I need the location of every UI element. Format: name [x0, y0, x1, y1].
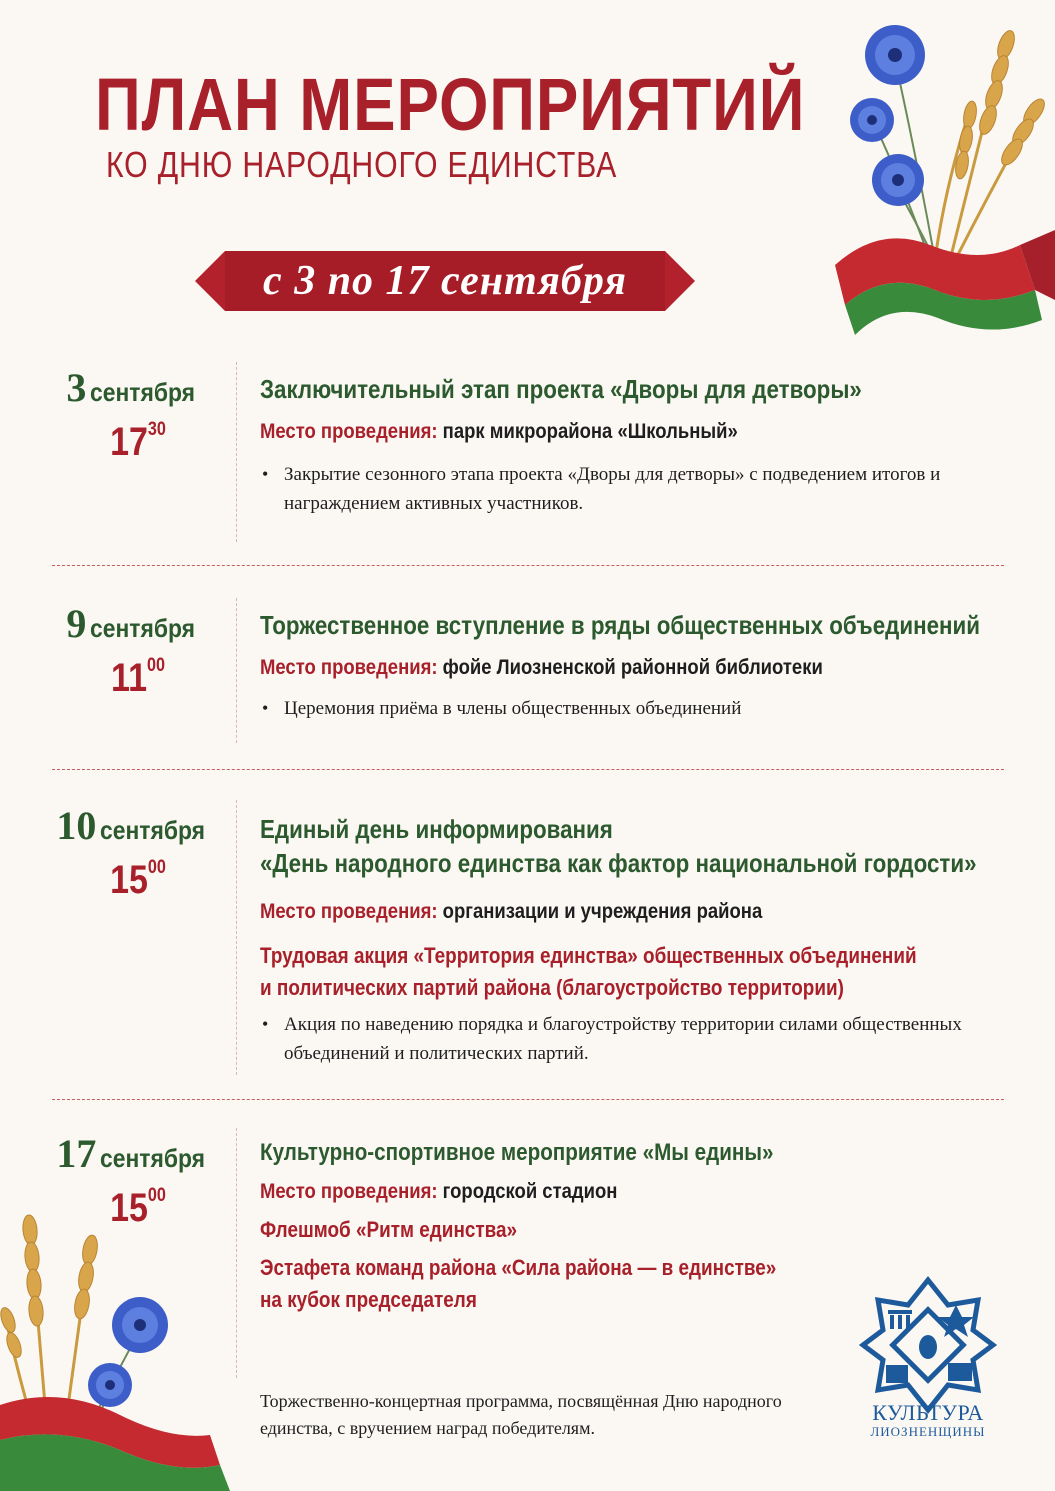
event-month: сентября: [100, 1143, 206, 1173]
divider-vertical: [236, 800, 237, 1075]
footer-note: Торжественно-концертная программа, посвящённая Дню народного единства, с вручением наград победителям.: [260, 1391, 782, 1438]
event-venue: [260, 898, 938, 926]
red-item: Трудовая акция «Территория единства» общественных объединений: [260, 943, 917, 968]
venue-label: Место проведения:: [260, 900, 438, 923]
event-title-line-2: «День народного единства как фактор национальной гордости»: [260, 848, 977, 878]
bullet-item: • Церемония приёма в члены общественных объединений: [260, 694, 1030, 723]
event-day: 17: [56, 1131, 97, 1176]
venue-value: фойе Лиозненской районной библиотеки: [442, 656, 823, 679]
venue-value: городской стадион: [442, 1180, 618, 1203]
event-title: Торжественное вступление в ряды общественных объединений: [260, 610, 981, 640]
section-separator: [52, 1099, 1004, 1100]
event-content: [260, 372, 1030, 518]
section-separator: [52, 769, 1004, 770]
event-hour: 11: [111, 656, 147, 700]
event-bullets: [260, 694, 1030, 723]
red-item: на кубок председателя: [260, 1287, 477, 1312]
event-date: [52, 365, 224, 464]
cornflower-wheat-decoration-bottom: [0, 1185, 250, 1491]
page-subtitle: КО ДНЮ НАРОДНОГО ЕДИНСТВА: [106, 144, 618, 185]
event-bullets: [260, 1010, 1030, 1068]
event-month: сентября: [90, 613, 196, 643]
bullet-item: • Закрытие сезонного этапа проекта «Дворы для детворы» с подведением итогов и награждением активных участников.: [260, 460, 1030, 518]
venue-label: Место проведения:: [260, 420, 438, 443]
event-time: [65, 419, 211, 464]
red-item: и политических партий района (благоустройство территории): [260, 975, 844, 1000]
venue-value: парк микрорайона «Школьный»: [442, 420, 738, 443]
event-day: 10: [56, 803, 97, 848]
divider-vertical: [236, 598, 237, 743]
event-content: [260, 608, 1030, 723]
venue-value: организации и учреждения района: [442, 900, 763, 923]
event-minutes: 00: [146, 655, 165, 676]
red-item: Эстафета команд района «Сила района — в единстве»: [260, 1255, 777, 1280]
event-date: [52, 601, 224, 700]
venue-label: Место проведения:: [260, 1180, 438, 1203]
event-venue: [260, 418, 938, 446]
logo-subtitle: ЛИОЗНЕНЩИНЫ: [870, 1424, 986, 1439]
event-hour: 15: [110, 858, 148, 902]
divider-vertical: [236, 362, 237, 542]
cornflower-wheat-decoration-top: [820, 0, 1055, 360]
event-minutes: 00: [147, 1185, 166, 1206]
event-time: [65, 857, 211, 902]
event-day: 3: [66, 365, 87, 410]
event-hour: 17: [110, 420, 148, 464]
event-month: сентября: [100, 815, 206, 845]
event-time: [65, 655, 211, 700]
period-banner: [195, 246, 695, 316]
event-venue: [260, 1178, 938, 1206]
logo-name: КУЛЬТУРА: [872, 1400, 984, 1425]
event-title: Культурно-спортивное мероприятие «Мы едины»: [260, 1139, 774, 1166]
event-day: 9: [66, 601, 87, 646]
page-title: ПЛАН МЕРОПРИЯТИЙ: [95, 63, 806, 146]
event-content: [260, 812, 1030, 1068]
event-venue: [260, 654, 938, 682]
event-minutes: 00: [147, 857, 166, 878]
event-title: Единый день информирования: [260, 814, 613, 844]
event-hour: 15: [110, 1186, 148, 1230]
red-item: Флешмоб «Ритм единства»: [260, 1217, 518, 1242]
bullet-item: • Акция по наведению порядка и благоустройству территории силами общественных объединений и политических партий.: [260, 1010, 1030, 1068]
event-title: Заключительный этап проекта «Дворы для детворы»: [260, 374, 862, 404]
venue-label: Место проведения:: [260, 656, 438, 679]
section-separator: [52, 565, 1004, 566]
event-date: [52, 803, 224, 902]
event-minutes: 30: [147, 419, 166, 440]
period-text: с 3 по 17 сентября: [263, 258, 627, 304]
event-month: сентября: [90, 377, 196, 407]
event-bullets: [260, 460, 1030, 518]
